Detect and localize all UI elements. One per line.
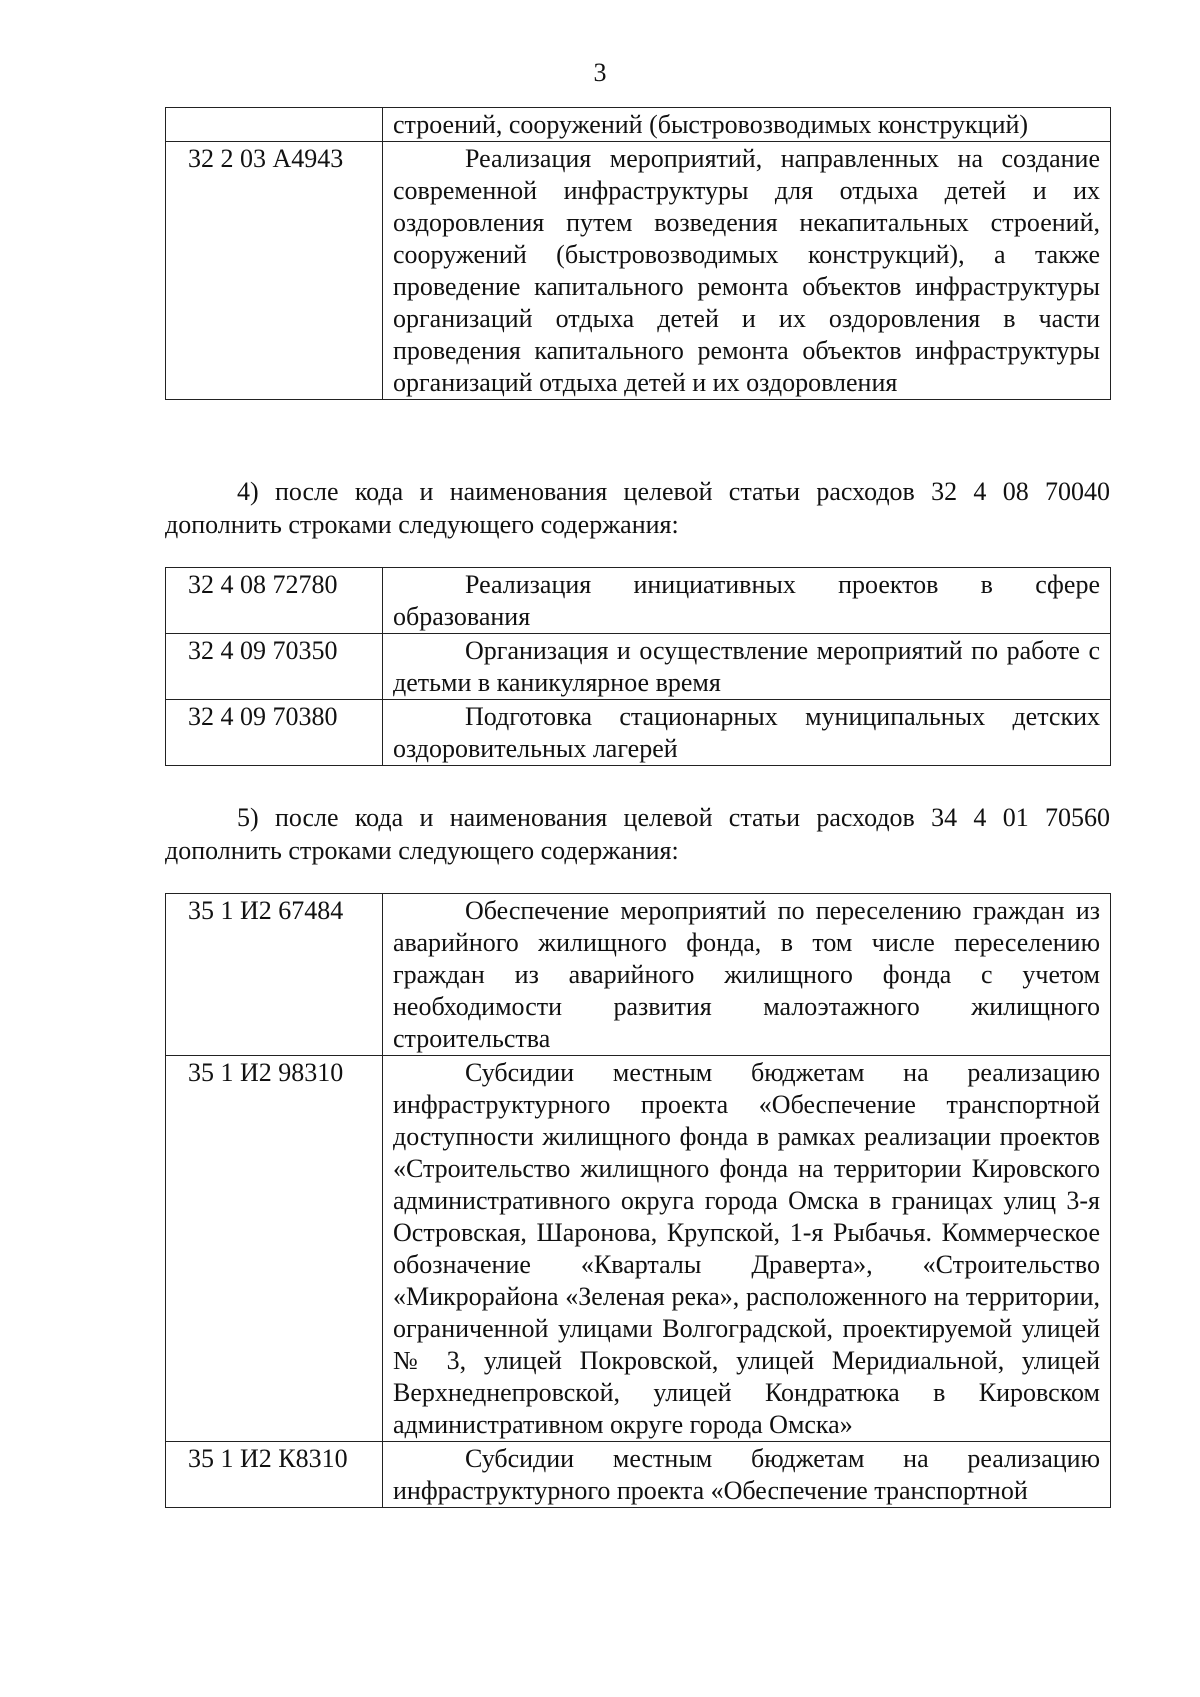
budget-code-table-2: [165, 567, 1111, 766]
table-row: [166, 1056, 1111, 1442]
name-cell: строений, сооружений (быстровозводимых конструкций): [383, 108, 1111, 142]
name-cell: Субсидии местным бюджетам на реализацию инфраструктурного проекта «Обеспечение транспортной: [383, 1442, 1111, 1508]
code-cell: 32 4 08 72780: [166, 568, 383, 634]
code-cell: 35 1 И2 К8310: [166, 1442, 383, 1508]
name-cell: Обеспечение мероприятий по переселению граждан из аварийного жилищного фонда, в том числе переселению граждан из аварийного жилищного фонда с учетом необходимости развития малоэтажного жилищного строительства: [383, 894, 1111, 1056]
budget-code-table-1: [165, 107, 1111, 400]
code-cell: [166, 108, 383, 142]
table-row: [166, 634, 1111, 700]
table-row: [166, 142, 1111, 400]
table-row: [166, 700, 1111, 766]
name-cell: Реализация инициативных проектов в сфере образования: [383, 568, 1111, 634]
table-row: [166, 568, 1111, 634]
name-cell: Реализация мероприятий, направленных на создание современной инфраструктуры для отдыха детей и их оздоровления путем возведения некапитальных строений, сооружений (быстровозводимых конструкций), а также проведение капитального ремонта объектов инфраструктуры организаций отдыха детей и их оздоровления в части проведения капитального ремонта объектов инфраструктуры организаций отдыха детей и их оздоровления: [383, 142, 1111, 400]
table-row: [166, 1442, 1111, 1508]
name-cell: Организация и осуществление мероприятий по работе с детьми в каникулярное время: [383, 634, 1111, 700]
code-cell: 32 4 09 70350: [166, 634, 383, 700]
name-cell: Субсидии местным бюджетам на реализацию инфраструктурного проекта «Обеспечение транспортной доступности жилищного фонда в рамках реализации проектов «Строительство жилищного фонда на территории Кировского административного округа города Омска в границах улиц 3-я Островская, Шаронова, Крупской, 1-я Рыбачья. Коммерческое обозначение «Кварталы Драверта», «Строительство «Микрорайона «Зеленая река», расположенного на территории, ограниченной улицами Волгоградской, проектируемой улицей № 3, улицей Покровской, улицей Меридиальной, улицей Верхнеднепровской, улицей Кондратюка в Кировском административном округе города Омска»: [383, 1056, 1111, 1442]
paragraph-item-4: 4) после кода и наименования целевой статьи расходов 32 4 08 70040 дополнить строками следующего содержания:: [165, 477, 1110, 539]
paragraph-item-5: 5) после кода и наименования целевой статьи расходов 34 4 01 70560 дополнить строками следующего содержания:: [165, 803, 1110, 865]
table-row: [166, 108, 1111, 142]
table-row: [166, 894, 1111, 1056]
page-number: 3: [593, 58, 607, 87]
name-cell: Подготовка стационарных муниципальных детских оздоровительных лагерей: [383, 700, 1111, 766]
code-cell: 32 4 09 70380: [166, 700, 383, 766]
code-cell: 35 1 И2 67484: [166, 894, 383, 1056]
code-cell: 32 2 03 А4943: [166, 142, 383, 400]
budget-code-table-3: [165, 893, 1111, 1508]
code-cell: 35 1 И2 98310: [166, 1056, 383, 1442]
